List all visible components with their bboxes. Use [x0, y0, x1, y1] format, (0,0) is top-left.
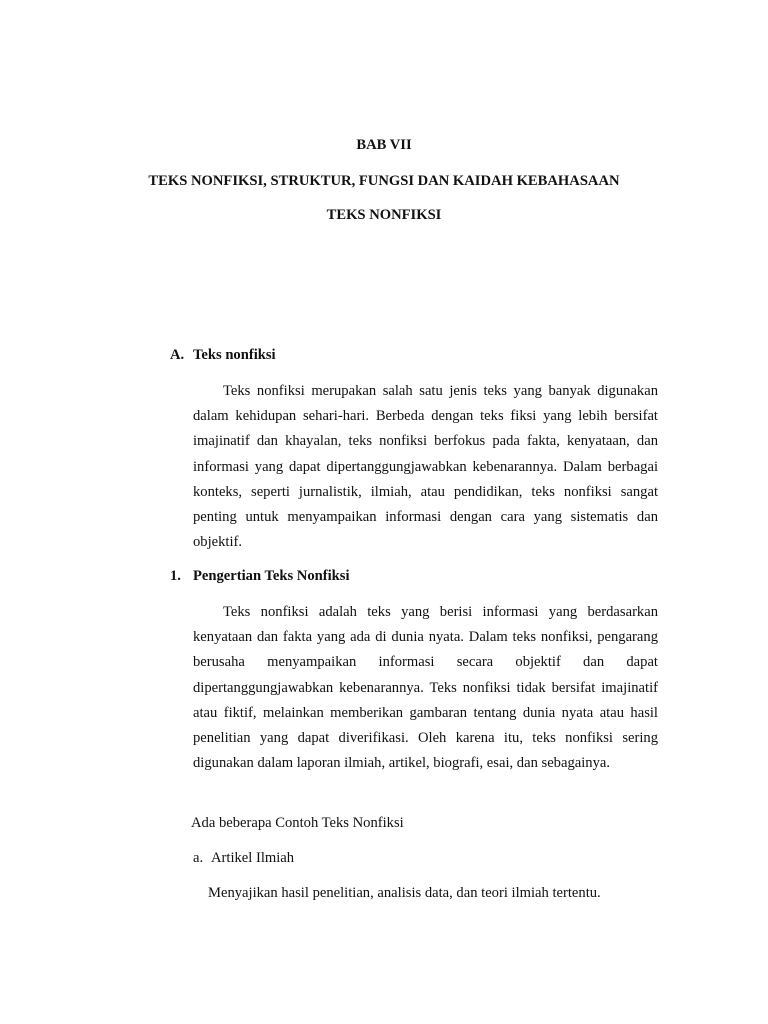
example-a-description: Menyajikan hasil penelitian, analisis data, dan teori ilmiah tertentu. — [208, 885, 601, 901]
section-1-marker: 1. — [170, 568, 181, 584]
chapter-title-line-1: TEKS NONFIKSI, STRUKTUR, FUNGSI DAN KAIDAH KEBAHASAAN — [148, 173, 620, 189]
examples-intro: Ada beberapa Contoh Teks Nonfiksi — [191, 815, 404, 831]
section-1-paragraph: Teks nonfiksi adalah teks yang berisi informasi yang berdasarkan kenyataan dan fakta yang ada di dunia nyata. Dalam teks nonfiksi, pengarang berusaha menyampaikan informasi secara objektif dan dapat dipertanggungjawabkan kebenarannya. Teks nonfiksi tidak bersifat imajinatif atau fiktif, melainkan memberikan gambaran tentang dunia nyata atau hasil penelitian yang dapat diverifikasi. Oleh karena itu, teks nonfiksi sering digunakan dalam laporan ilmiah, artikel, biografi, esai, dan sebagainya. — [193, 604, 658, 772]
section-a-marker: A. — [170, 347, 185, 363]
example-a-marker: a. — [193, 850, 204, 866]
section-1-heading: Pengertian Teks Nonfiksi — [193, 568, 350, 584]
section-a-heading: Teks nonfiksi — [193, 347, 276, 363]
section-a-paragraph-block — [193, 379, 658, 555]
section-1-paragraph-block — [193, 600, 658, 776]
chapter-number: BAB VII — [356, 137, 412, 153]
section-a-paragraph: Teks nonfiksi merupakan salah satu jenis teks yang banyak digunakan dalam kehidupan sehari-hari. Berbeda dengan teks fiksi yang lebih bersifat imajinatif dan khayalan, teks nonfiksi berfokus pada fakta, kenyataan, dan informasi yang dapat dipertanggungjawabkan kebenarannya. Dalam berbagai konteks, seperti jurnalistik, ilmiah, atau pendidikan, teks nonfiksi sangat penting untuk menyampaikan informasi dengan cara yang sistematis dan objektif. — [193, 383, 658, 551]
chapter-title-line-2: TEKS NONFIKSI — [326, 207, 442, 223]
example-a-label: Artikel Ilmiah — [211, 850, 295, 866]
